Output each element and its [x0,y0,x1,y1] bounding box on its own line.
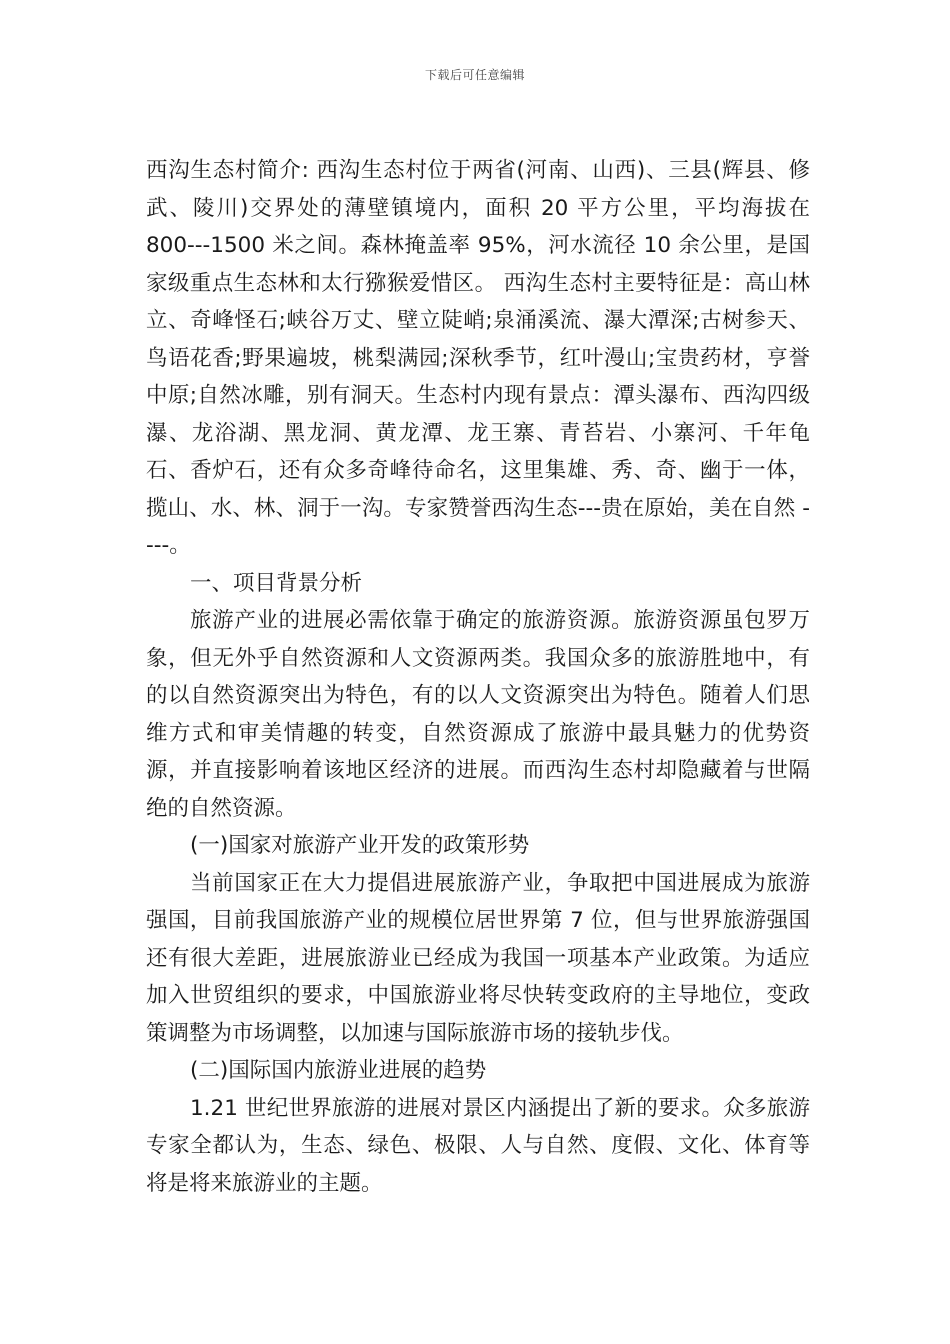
subsection-heading-policy: (一)国家对旅游产业开发的政策形势 [190,833,530,858]
section-heading-background: 一、项目背景分析 [190,570,363,596]
subsection-heading-trend: (二)国际国内旅游业进展的趋势 [190,1058,487,1083]
paragraph-policy: 当前国家正在大力提倡进展旅游产业，争取把中国进展成为旅游强国，目前我国旅游产业的规模位居世界第 7 位，但与世界旅游强国还有很大差距，进展旅游业已经成为我国一项基本产业政策。为适应加入世贸组织的要求，中国旅游业将尽快转变政府的主导地位，变政策调整为市场调整，以加速与国际旅游市场的接轨步伐。 [146,870,810,1046]
paragraph-trend-1: 1.21 世纪世界旅游的进展对景区内涵提出了新的要求。众多旅游专家全都认为，生态、绿色、极限、人与自然、度假、文化、体育等将是将来旅游业的主题。 [146,1095,810,1196]
document-body [146,152,810,1202]
page-header: 下载后可任意编辑 [424,68,525,82]
paragraph-background: 旅游产业的进展必需依靠于确定的旅游资源。旅游资源虽包罗万象，但无外乎自然资源和人文资源两类。我国众多的旅游胜地中，有的以自然资源突出为特色，有的以人文资源突出为特色。随着人们思维方式和审美情趣的转变，自然资源成了旅游中最具魅力的优势资源，并直接影响着该地区经济的进展。而西沟生态村却隐藏着与世隔绝的自然资源。 [146,608,810,821]
paragraph-intro: 西沟生态村简介: 西沟生态村位于两省(河南、山西)、三县(辉县、修武、陵川)交界处的薄壁镇境内，面积 20 平方公里，平均海拔在 800---1500 米之间。森林掩盖率 95%，河水流径 10 余公里，是国家级重点生态林和太行猕猴爱惜区。 西沟生态村主要特征是：高山林立、奇峰怪石;峡谷万丈、壁立陡峭;泉涌溪流、瀑大潭深;古树参天、鸟语花香;野果遍坡，桃梨满园;深秋季节，红叶漫山;宝贵药材，亨誉中原;自然冰雕，别有洞天。生态村内现有景点：潭头瀑布、西沟四级瀑、龙浴湖、黑龙洞、黄龙潭、龙王寨、青苔岩、小寨河、千年龟石、香炉石，还有众多奇峰待命名，这里集雄、秀、奇、幽于一体，揽山、水、林、洞于一沟。专家赞誉西沟生态---贵在原始，美在自然 ----。 [146,158,810,558]
